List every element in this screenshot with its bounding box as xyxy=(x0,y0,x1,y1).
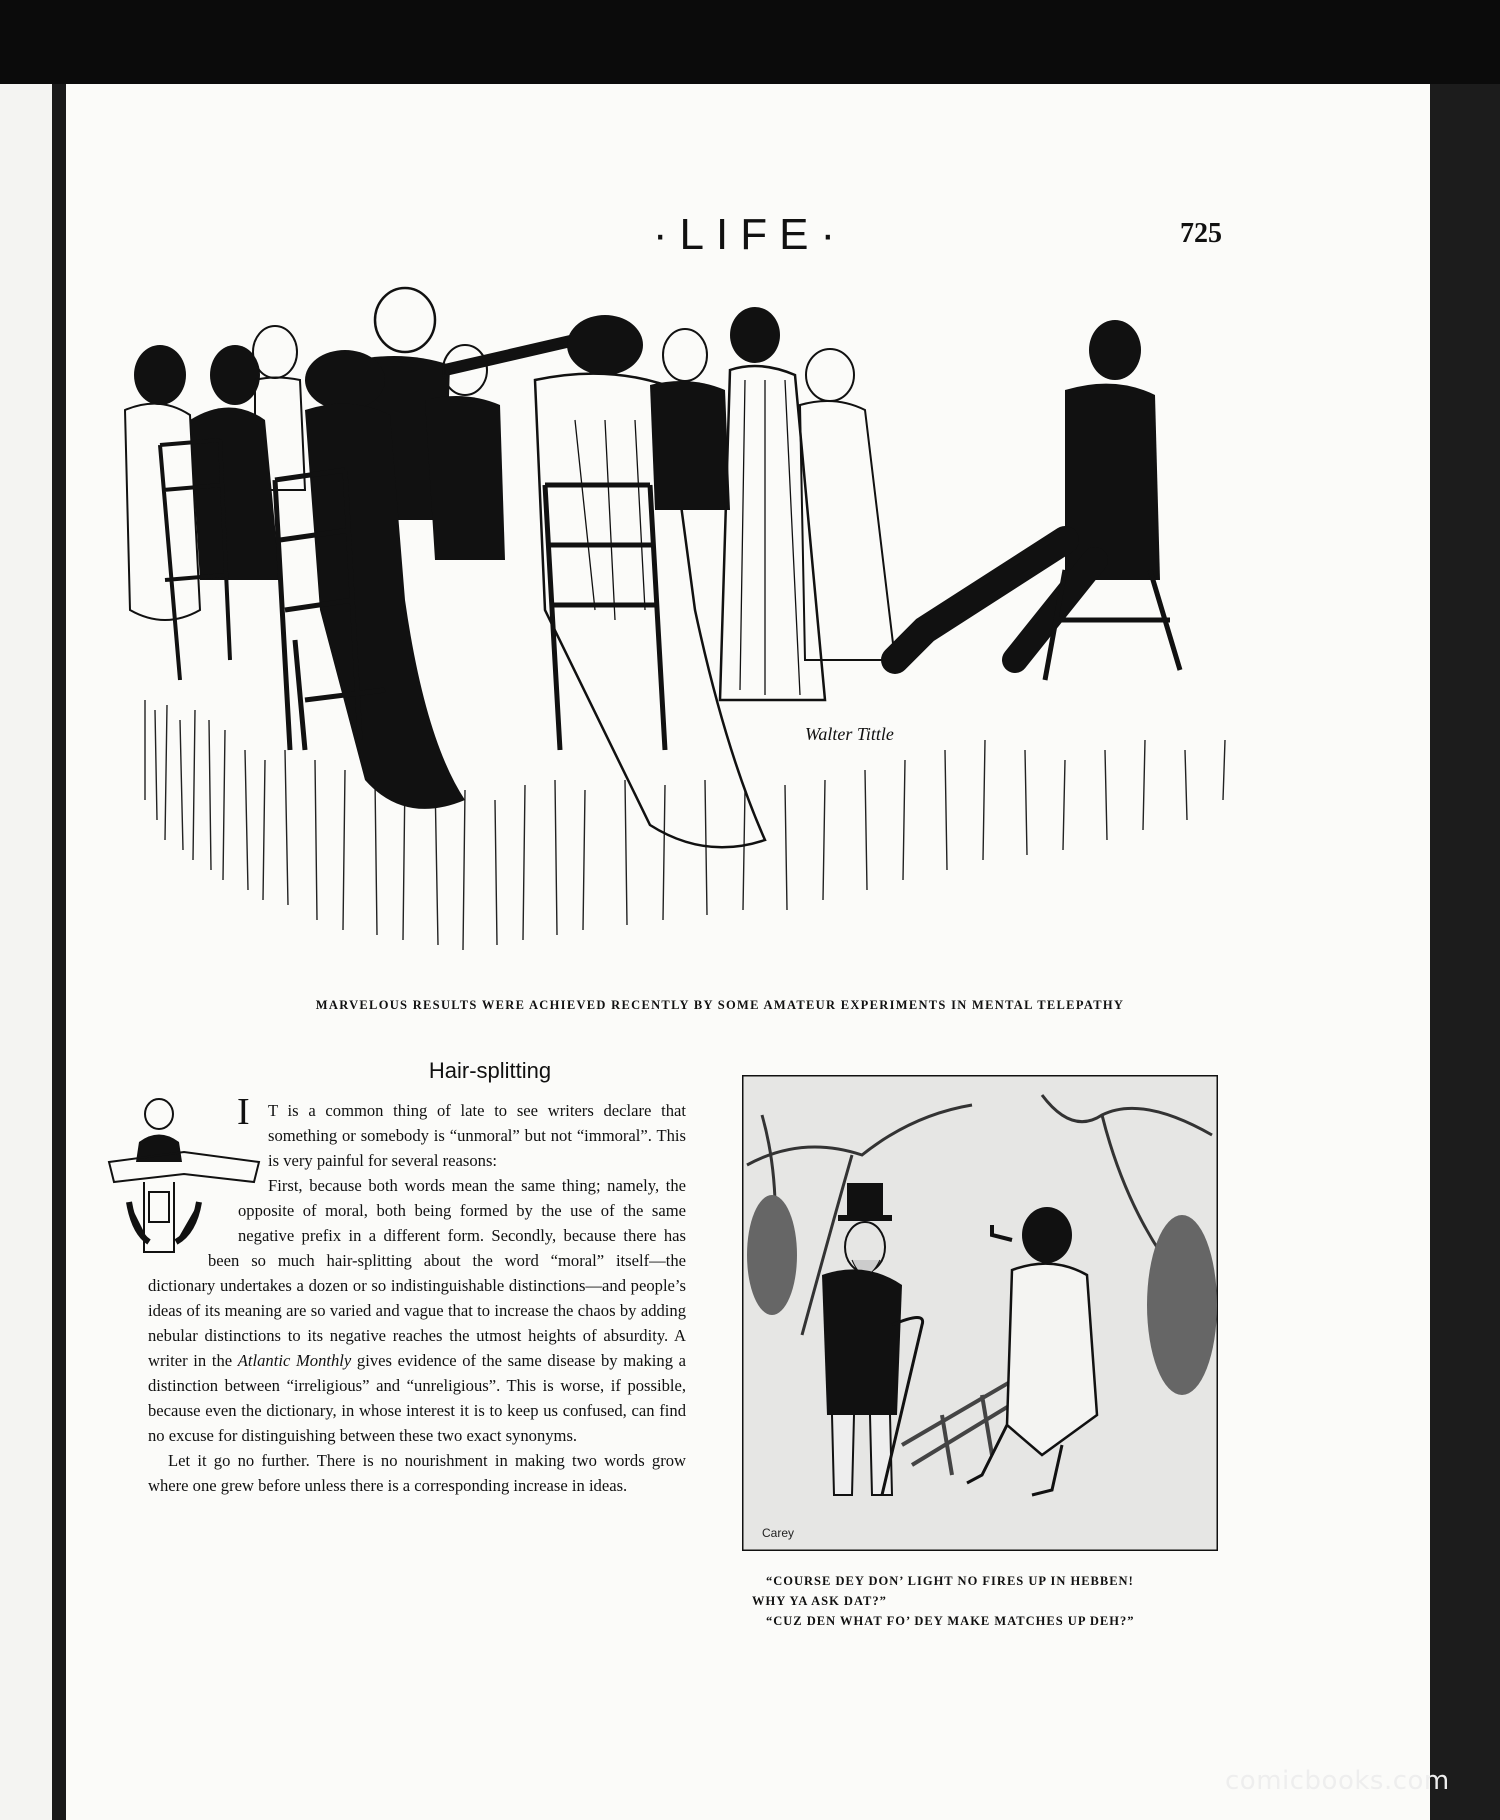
cartoon-caption xyxy=(752,1571,1226,1631)
older-woman-standing xyxy=(800,349,895,660)
grass-hatching xyxy=(145,700,1225,950)
young-man-standing xyxy=(650,329,730,510)
page-gutter xyxy=(52,84,66,1820)
illustration-caption: MARVELOUS RESULTS WERE ACHIEVED RECENTLY BY SOME AMATEUR EXPERIMENTS IN MENTAL TELEPATHY xyxy=(315,998,1125,1012)
caption-line: WHY YA ASK DAT?” xyxy=(752,1594,887,1608)
cartoon-illustration xyxy=(742,1075,1218,1551)
caption-line: “COURSE DEY DON’ LIGHT NO FIRES UP IN HEBBEN! xyxy=(766,1574,1134,1588)
paragraph-1: T is a common thing of late to see writers declare that something or somebody is “unmoral” but not “immoral”. This is very painful for several reasons: xyxy=(268,1101,686,1170)
icon-wrap-space xyxy=(148,1198,238,1248)
paragraph-2-text-cont: gives evidence of the same disease by making a distinction between “irreligious” and “unreligious”. This is worse, if possible, because even the dictionary, in whose interest it is to keep us confused, can find no excuse for distinguishing between these two exact synonyms. xyxy=(148,1351,687,1445)
cartoon-signature: Carey xyxy=(762,1526,795,1540)
scan-right-border xyxy=(1430,84,1500,1820)
drop-cap: I xyxy=(237,1091,250,1133)
woman-back-center xyxy=(535,315,765,847)
chair-center xyxy=(545,485,665,750)
masthead: ·LIFE· xyxy=(652,210,848,259)
paragraph-3: Let it go no further. There is no nourishment in making two words grow where one grew before unless there is a corresponding increase in ideas. xyxy=(148,1451,686,1495)
facing-page-edge xyxy=(0,84,52,1820)
article-body xyxy=(148,1098,686,1498)
page-number: 725 xyxy=(1180,218,1222,249)
icon-wrap-space xyxy=(148,1098,268,1198)
scan-top-border xyxy=(0,0,1500,84)
publication-name: Atlantic Monthly xyxy=(237,1351,352,1370)
paragraph-2-text: First, because both words mean the same thing; namely, the opposite of moral, both being formed by the use of the same negative prefix in a different form. Secondly, because there has been so much hair-splitting about the word “moral” itself—the dictionary undertakes a dozen or so indistinguishable distinctions—and people’s ideas of its meaning are so varied and vague that to increase the chaos by adding nebular distinctions to its negative reaches the utmost heights of absurdity. A writer in the xyxy=(148,1176,686,1370)
site-watermark: comicbooks.com xyxy=(1225,1766,1450,1796)
seance-illustration xyxy=(105,280,1305,980)
illustration-signature: Walter Tittle xyxy=(805,724,894,744)
article-title: Hair-splitting xyxy=(428,1058,552,1083)
blindfolded-woman xyxy=(720,307,825,700)
icon-wrap-space xyxy=(148,1248,208,1273)
man-reclining-on-stool xyxy=(895,320,1180,680)
caption-line: “CUZ DEN WHAT FO’ DEY MAKE MATCHES UP DEH?” xyxy=(766,1614,1135,1628)
